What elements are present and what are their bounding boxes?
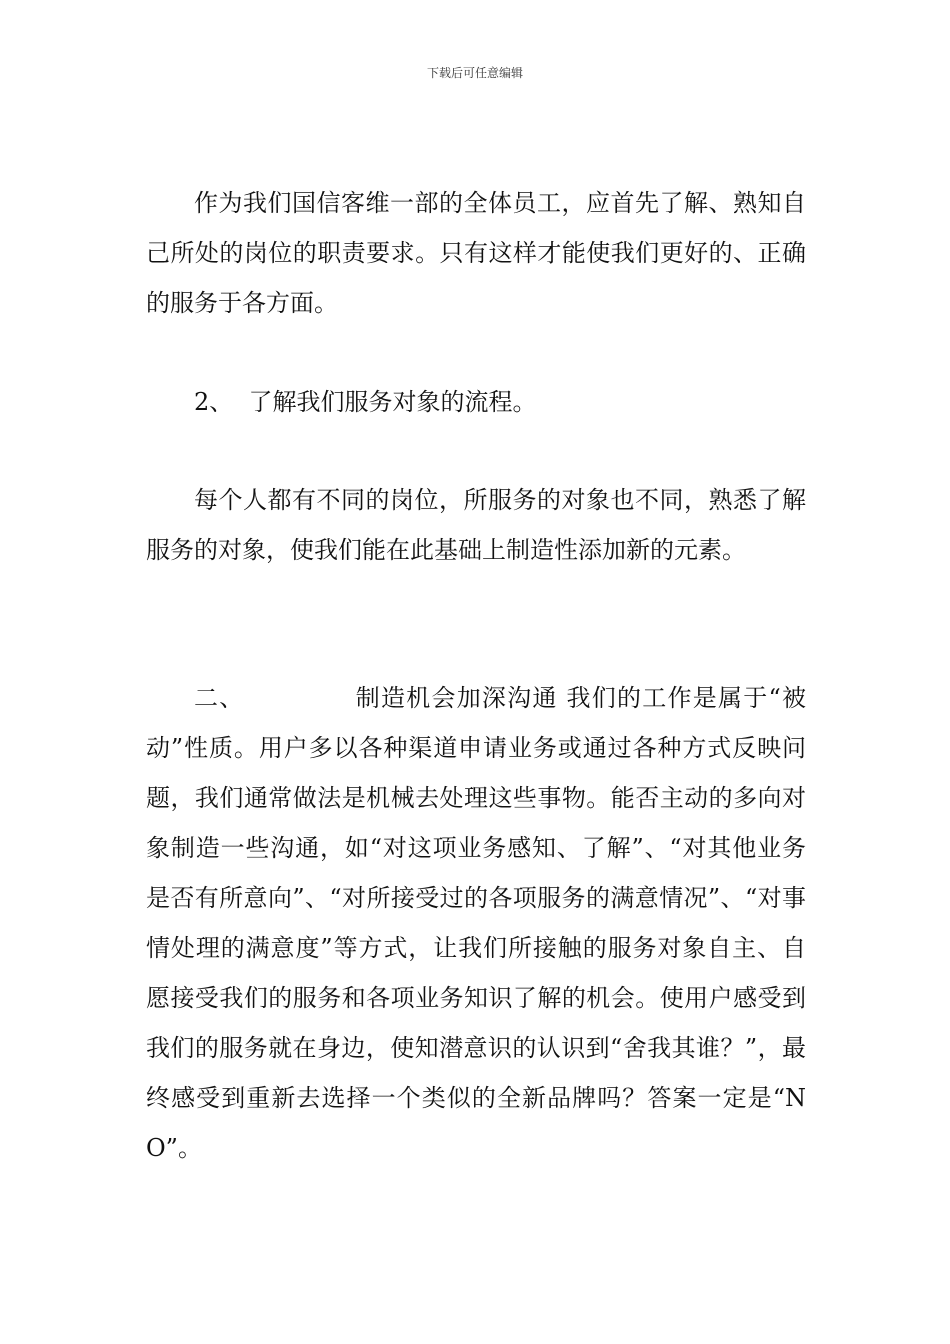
paragraph-communication [146,673,806,1173]
paragraph-job-responsibility: 作为我们国信客维一部的全体员工，应首先了解、熟知自己所处的岗位的职责要求。只有这样才能使我们更好的、正确的服务于各方面。 [146,189,806,317]
section-title: 了解我们服务对象的流程。 [248,388,537,416]
section-heading-service-process [146,377,806,427]
page-header: 下载后可任意编辑 [426,66,523,80]
paragraph-service-objects: 每个人都有不同的岗位，所服务的对象也不同，熟悉了解服务的对象，使我们能在此基础上制造性添加新的元素。 [146,486,806,564]
section-number: 2、 [194,388,234,416]
section-number: 二、 [194,684,245,712]
section-heading: 制造机会加深沟通 [354,684,558,712]
paragraph-body: 我们的工作是属于“被动”性质。用户多以各种渠道申请业务或通过各种方式反映问题，我们通常做法是机械去处理这些事物。能否主动的多向对象制造一些沟通，如“对这项业务感知、了解”、“对其他业务是否有所意向”、“对所接受过的各项服务的满意情况”、“对事情处理的满意度”等方式，让我们所接触的服务对象自主、自愿接受我们的服务和各项业务知识了解的机会。使用户感受到我们的服务就在身边，使知潜意识的认识到“舍我其谁？”，最终感受到重新去选择一个类似的全新品牌吗？答案一定是“NO”。 [146,684,806,1162]
